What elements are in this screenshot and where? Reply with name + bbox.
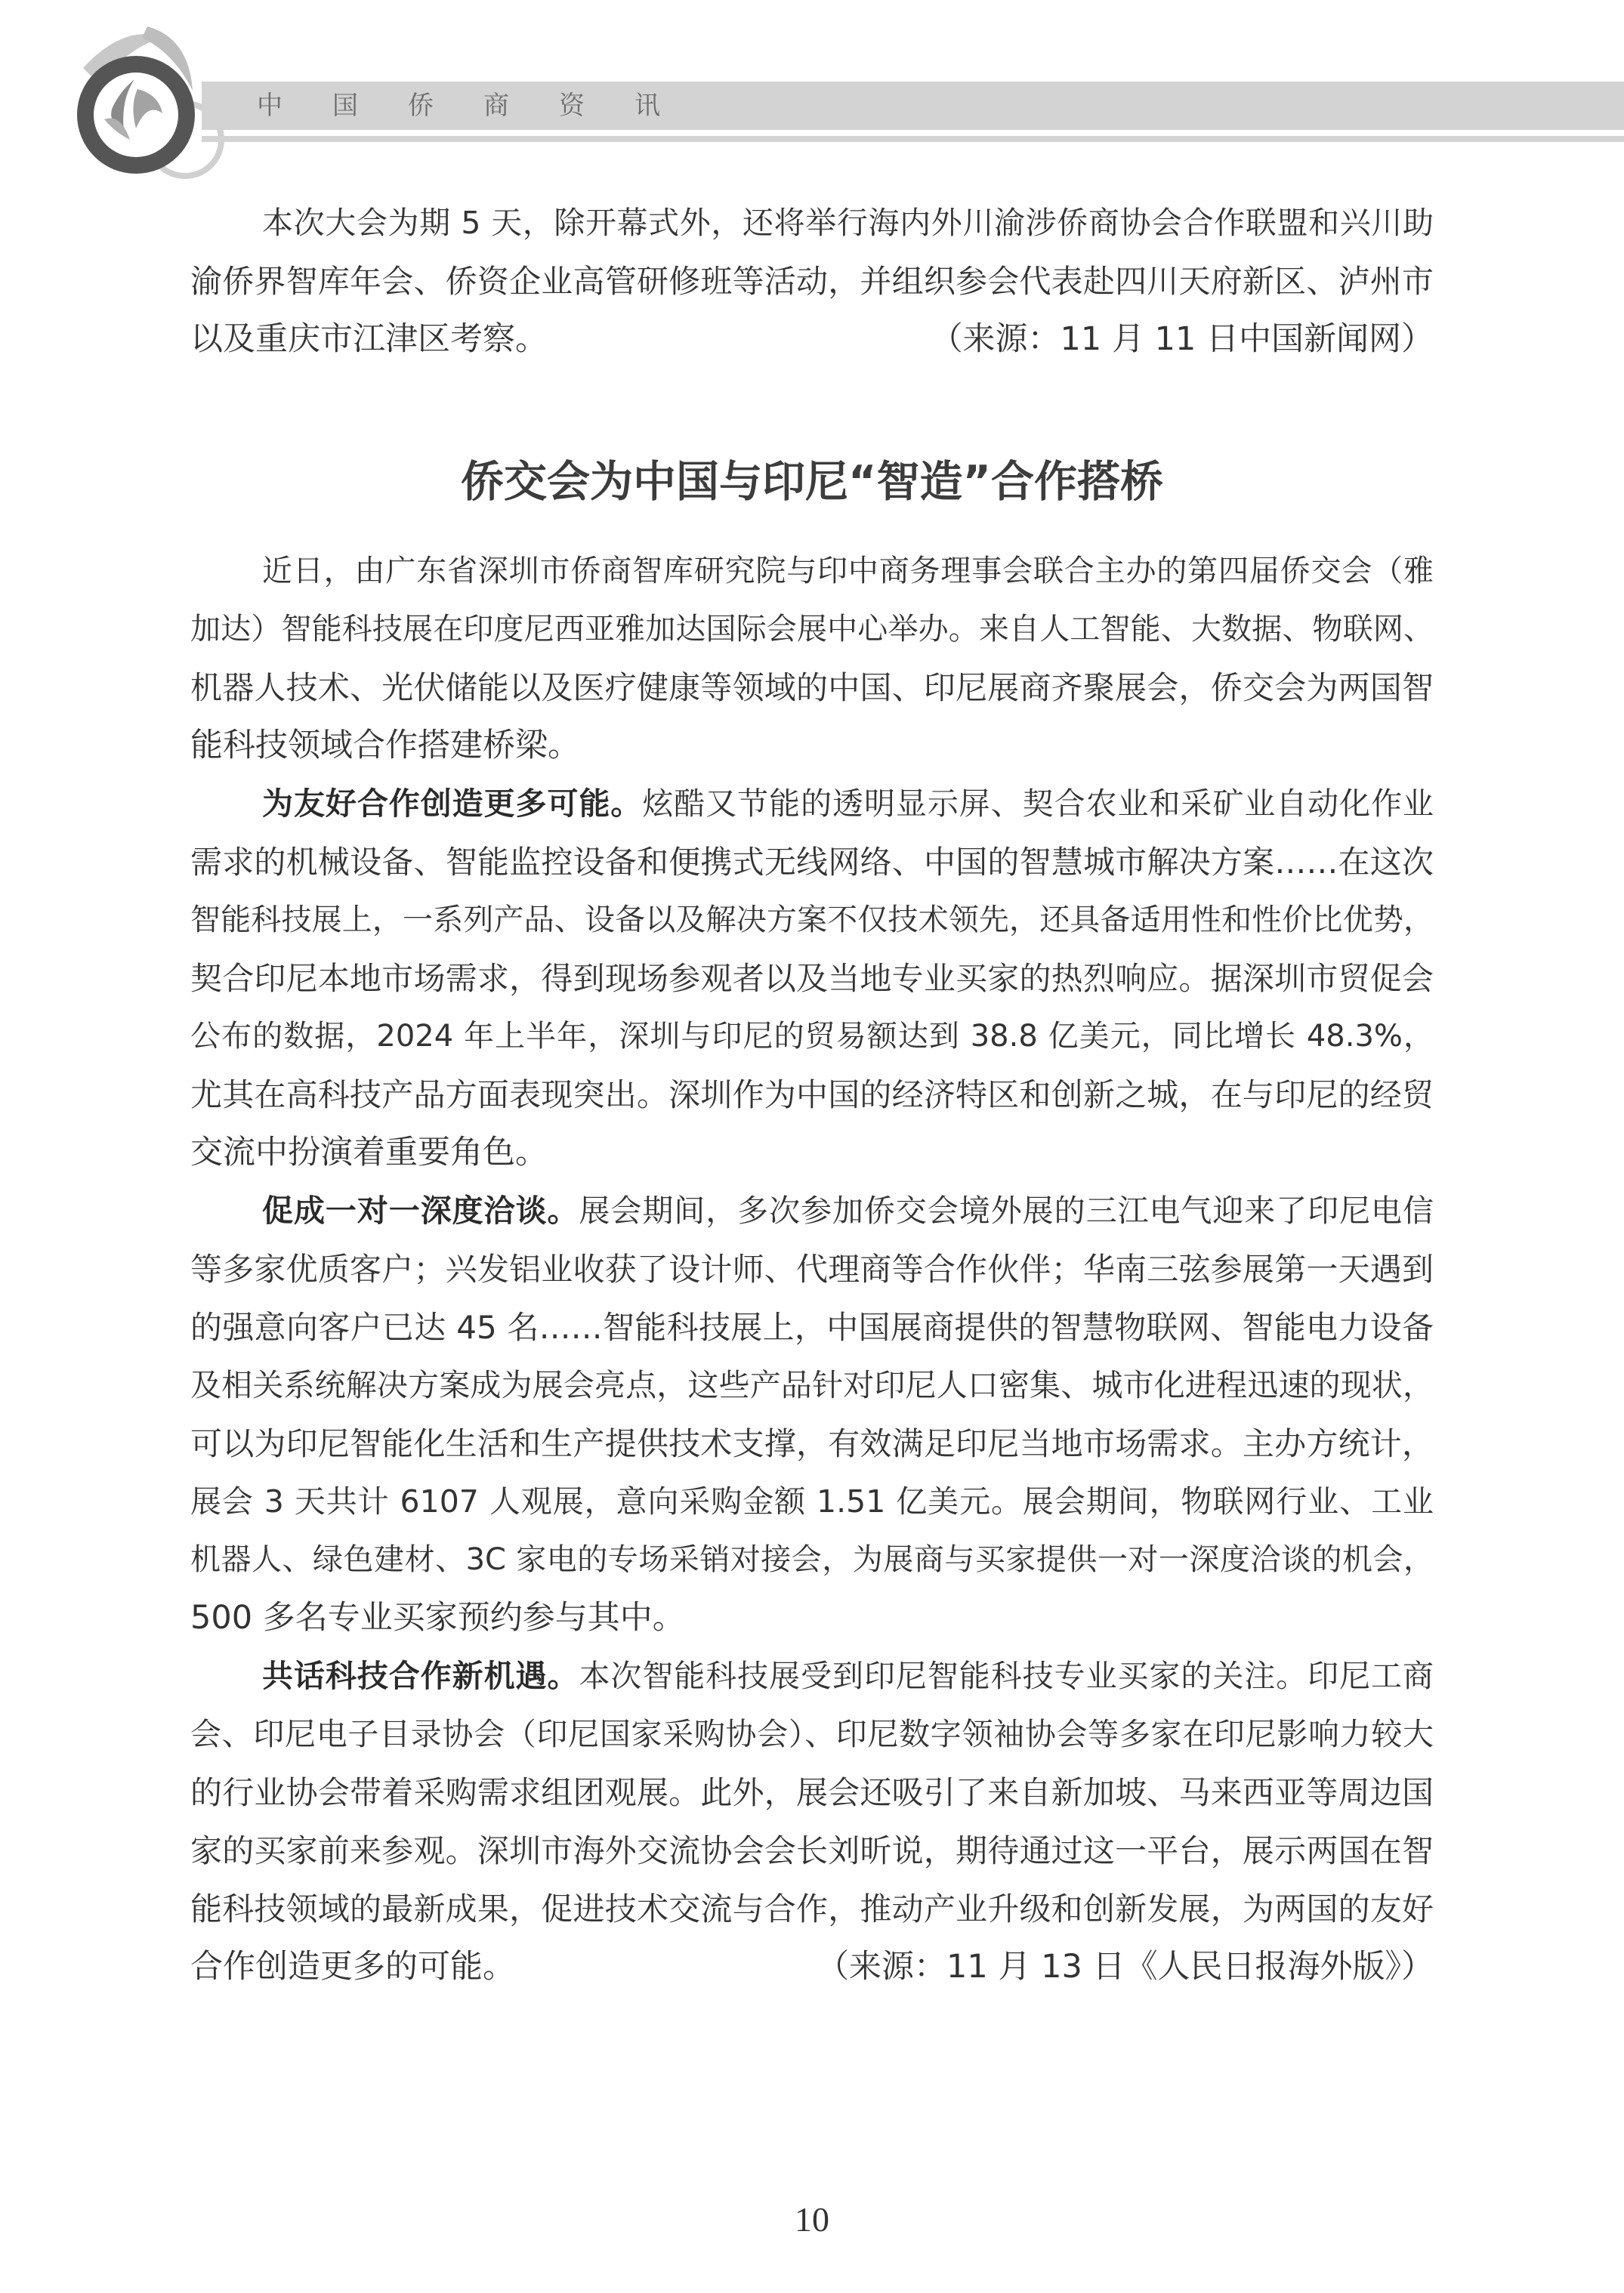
body-line-text: 展会期间，多次参加侨交会境外展的三江电气迎来了印尼电信 [579,1193,1434,1229]
body-line: 展会 3 天共计 6107 人观展，意向采购金额 1.51 亿美元。展会期间，物联网行业、工业 [190,1483,1434,1520]
paragraph [190,542,1434,775]
publication-title-char: 国 [332,91,358,121]
body-line-with-source [190,310,1434,369]
body-line-with-source [190,1938,1434,1996]
body-line: 等多家优质客户；兴发铝业收获了设计师、代理商等合作伙伴；华南三弦参展第一天遇到 [190,1251,1434,1288]
body-line-text: 以及重庆市江津区考察。 [190,320,548,358]
body-line: 近日，由广东省深圳市侨商智库研究院与印中商务理事会联合主办的第四届侨交会（雅 [262,554,1434,588]
body-line: 尤其在高科技产品方面表现突出。深圳作为中国的经济特区和创新之城，在与印尼的经贸 [190,1076,1434,1113]
body-line: 500 多名专业买家预约参与其中。 [190,1599,685,1637]
body-line: 的行业协会带着采购需求组团观展。此外，展会还吸引了来自新加坡、马来西亚等周边国 [190,1774,1434,1811]
paragraph [190,775,1434,1182]
body-line: 能科技领域合作搭建桥梁。 [190,727,580,764]
article-title: 侨交会为中国与印尼“智造”合作搭桥 [461,457,1163,507]
body-line: 可以为印尼智能化生活和生产提供技术支撑，有效满足印尼当地市场需求。主办方统计， [190,1425,1434,1462]
body-line: 公布的数据，2024 年上半年，深圳与印尼的贸易额达到 38.8 亿美元，同比增长 48.3%， [190,1019,1434,1054]
paragraph-heading: 促成一对一深度洽谈。 [262,1193,579,1229]
body-line: 及相关系统解决方案成为展会亮点，这些产品针对印尼人口密集、城市化进程迅速的现状， [190,1367,1434,1403]
body-line: 加达）智能科技展在印度尼西亚雅加达国际会展中心举办。来自人工智能、大数据、物联网、 [190,612,1434,647]
previous-article-tail [190,194,1434,369]
publication-title-char: 侨 [408,91,434,121]
body-line: 机器人、绿色建材、3C 家电的专场采销对接会，为展商与买家提供一对一深度洽谈的机会， [190,1542,1434,1577]
body-line: 的强意向客户已达 45 名……智能科技展上，中国展商提供的智慧物联网、智能电力设备 [190,1309,1434,1346]
body-line-text: 合作创造更多的可能。 [190,1948,515,1986]
publication-title-char: 资 [559,91,585,121]
publication-title [257,82,710,130]
source-citation: （来源：11 月 11 日中国新闻网） [930,320,1434,358]
body-line: 能科技领域的最新成果，促进技术交流与合作，推动产业升级和创新发展，为两国的友好 [190,1890,1434,1927]
body-line: 需求的机械设备、智能监控设备和便携式无线网络、中国的智慧城市解决方案……在这次 [190,844,1434,881]
body-line: 智能科技展上，一系列产品、设备以及解决方案不仅技术领先，还具备适用性和性价比优势， [190,903,1434,937]
body-line: 契合印尼本地市场需求，得到现场参观者以及当地专业买家的热烈响应。据深圳市贸促会 [190,960,1434,997]
body-line: 机器人技术、光伏储能以及医疗健康等领域的中国、印尼展商齐聚展会，侨交会为两国智 [190,669,1434,706]
body-line-text: 本次智能科技展受到印尼智能科技专业买家的关注。印尼工商 [579,1658,1434,1694]
paragraph-heading: 为友好合作创造更多可能。 [262,785,643,822]
paragraph-heading: 共话科技合作新机遇。 [262,1658,579,1694]
header-rule [202,136,1624,142]
paragraph [190,1182,1434,1647]
page-number: 10 [795,2200,829,2239]
body-line: 会、印尼电子目录协会（印尼国家采购协会）、印尼数字领袖协会等多家在印尼影响力较大 [190,1716,1434,1752]
body-line: 交流中扮演着重要角色。 [190,1134,548,1171]
publication-title-char: 讯 [634,91,660,121]
article-body [190,542,1434,1996]
body-line [190,775,1434,833]
source-citation: （来源：11 月 13 日《人民日报海外版》） [817,1948,1434,1986]
body-line: 本次大会为期 5 天，除开幕式外，还将举行海内外川渝涉侨商协会合作联盟和兴川助 [262,205,1434,241]
publication-title-char: 商 [483,91,509,121]
body-line [190,1182,1434,1240]
body-line: 渝侨界智库年会、侨资企业高管研修班等活动，并组织参会代表赴四川天府新区、泸州市 [190,263,1434,300]
body-line-text: 炫酷又节能的透明显示屏、契合农业和采矿业自动化作业 [642,785,1434,822]
body-line: 家的买家前来参观。深圳市海外交流协会会长刘昕说，期待通过这一平台，展示两国在智 [190,1832,1434,1869]
paragraph [190,1647,1434,1996]
publication-title-char: 中 [257,91,283,121]
body-line [190,1647,1434,1705]
